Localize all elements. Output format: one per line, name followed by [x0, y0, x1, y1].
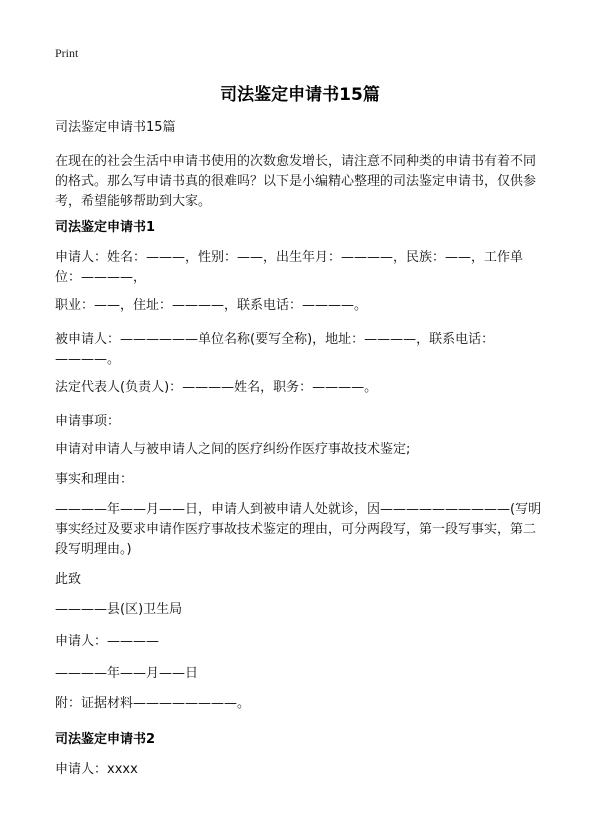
applicant-info: 申请人：姓名：———，性别：——，出生年月：————，民族：——，工作单位：————，: [55, 250, 524, 285]
to-label: 此致: [55, 572, 82, 587]
respondent-info: 被申请人：——————单位名称(要写全称)，地址：————，联系电话：————。: [55, 332, 495, 367]
occupation-info: 职业：——，住址：————，联系电话：————。: [55, 298, 368, 313]
legal-representative: 法定代表人(负责人)：————姓名，职务：————。: [55, 380, 378, 395]
signature-applicant: 申请人：————: [55, 634, 160, 649]
document-title: 司法鉴定申请书15篇: [220, 85, 380, 105]
section2-applicant: 申请人：xxxx: [55, 762, 138, 777]
section-heading-1: 司法鉴定申请书1: [55, 220, 156, 235]
document-subtitle: 司法鉴定申请书15篇: [55, 120, 176, 135]
recipient: ————县(区)卫生局: [55, 602, 183, 617]
facts-label: 事实和理由：: [55, 472, 134, 487]
matters-label: 申请事项：: [55, 414, 121, 429]
signature-date: ————年——月——日: [55, 666, 199, 681]
section-heading-2: 司法鉴定申请书2: [55, 732, 156, 747]
print-label: Print: [55, 46, 79, 60]
facts-text: ————年——月——日，申请人到被申请人处就诊，因——————————(写明事实经过及要求申请作医疗事故技术鉴定的理由，可分两段写，第一段写事实，第二段写明理由。): [55, 502, 542, 557]
attachment: 附：证据材料————————。: [55, 696, 251, 711]
matters-text: 申请对申请人与被申请人之间的医疗纠纷作医疗事故技术鉴定;: [55, 442, 411, 457]
intro-paragraph: 在现在的社会生活中申请书使用的次数愈发增长，请注意不同种类的申请书有着不同的格式。那么写申请书真的很难吗？以下是小编精心整理的司法鉴定申请书，仅供参考，希望能够帮助到大家。: [55, 154, 537, 209]
